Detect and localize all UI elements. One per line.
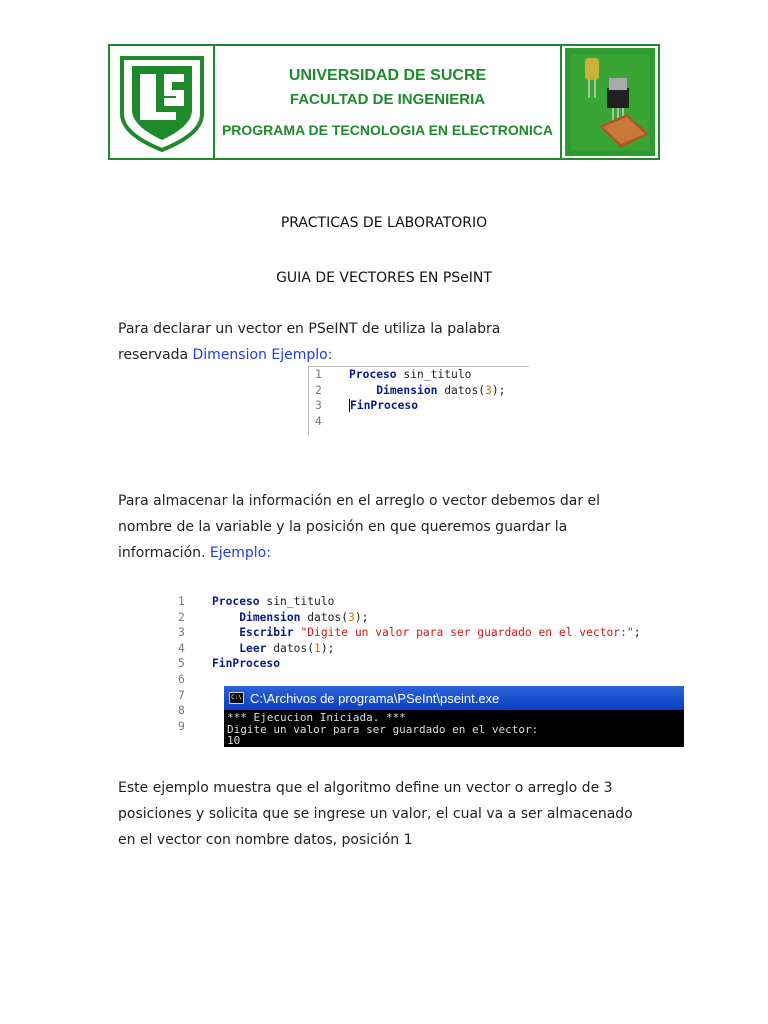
main-title: PRACTICAS DE LABORATORIO (280, 215, 488, 231)
code-line: 3 Escribir "Digite un valor para ser guardado en el vector:"; (178, 626, 641, 640)
para2-line3: información. (118, 545, 210, 561)
para2-highlight: Ejemplo: (209, 545, 271, 561)
program-name: PROGRAMA DE TECNOLOGIA EN ELECTRONICA (221, 121, 554, 138)
code-line: 1 Proceso sin_titulo (315, 368, 472, 381)
sub-title: GUIA DE VECTORES EN PSeINT (276, 270, 492, 286)
para3-line2: posiciones y solicita que se ingrese un valor, el cual va a ser almacenado (118, 806, 633, 822)
paragraph-explanation (118, 775, 648, 853)
document-header (108, 44, 660, 160)
code-line: 5 FinProceso (178, 657, 281, 671)
para1-line2: reservada (118, 347, 193, 363)
code-line: 8 (178, 704, 185, 718)
console-output (224, 710, 684, 749)
console-window (224, 686, 684, 747)
console-title: C:\Archivos de programa\PSeInt\pseint.exe (250, 690, 500, 706)
header-title-block (215, 46, 562, 158)
code-line: 2 Dimension datos(3); (315, 383, 506, 397)
code-line: 3 FinProceso (315, 399, 419, 413)
para3-line1: Este ejemplo muestra que el algoritmo define un vector o arreglo de 3 (118, 780, 613, 796)
shield-logo-icon (116, 50, 208, 154)
console-line: *** Ejecucion Iniciada. *** (227, 711, 406, 724)
code-line: 6 (178, 672, 185, 686)
console-icon: C:\ (229, 692, 244, 704)
console-line: Digite un valor para ser guardado en el vector: (227, 722, 539, 736)
code-snippet-declaration (308, 366, 529, 435)
para2-line1: Para almacenar la información en el arreglo o vector debemos dar el (118, 493, 601, 509)
code-line: 9 (178, 719, 185, 733)
code-line: 7 (178, 688, 185, 702)
electronic-components-icon (565, 48, 655, 156)
console-line: 10 (227, 734, 241, 747)
para2-line2: nombre de la variable y la posición en que queremos guardar la (118, 519, 568, 535)
para1-highlight: Dimension Ejemplo: (192, 347, 333, 363)
code-line: 4 (315, 414, 322, 428)
para3-line3: en el vector con nombre datos, posición 1 (118, 832, 413, 848)
university-logo (110, 46, 215, 158)
university-name: UNIVERSIDAD DE SUCRE (288, 66, 487, 84)
code-line: 1 Proceso sin_titulo (178, 595, 335, 608)
paragraph-declare-vector (118, 316, 628, 368)
para1-line1: Para declarar un vector en PSeINT de utiliza la palabra (118, 321, 501, 337)
paragraph-store-info (118, 488, 638, 566)
electronics-image (562, 46, 658, 158)
faculty-name: FACULTAD DE INGENIERIA (289, 90, 486, 108)
code-line: 4 Leer datos(1); (178, 641, 335, 655)
console-title-bar (224, 686, 684, 710)
code-line: 2 Dimension datos(3); (178, 610, 369, 624)
